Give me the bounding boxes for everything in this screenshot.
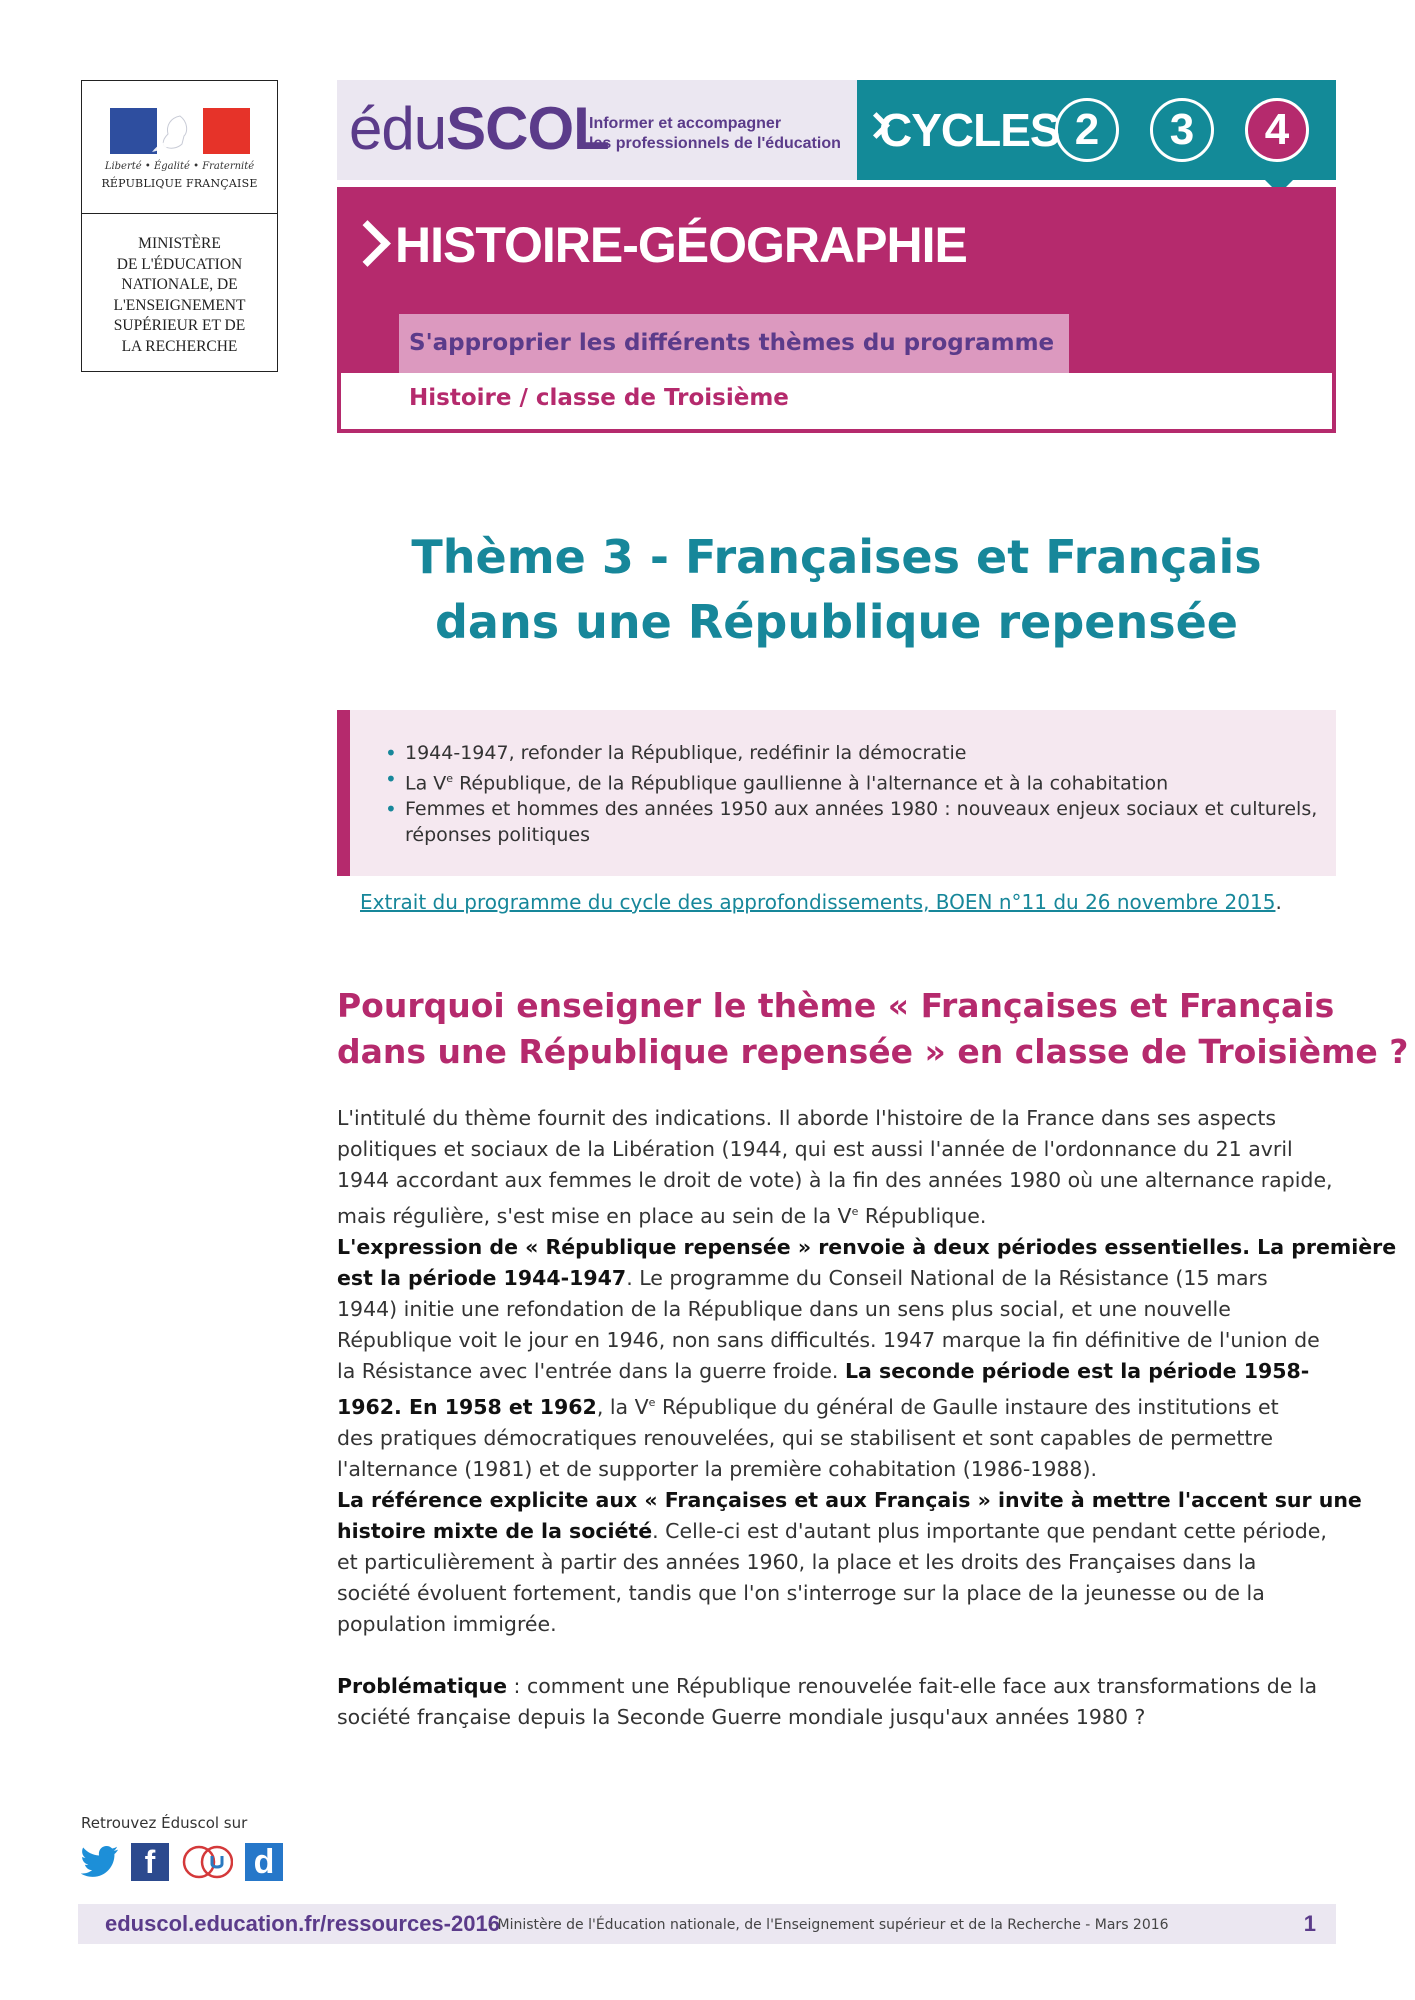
cycles-band xyxy=(857,80,1336,180)
social-links xyxy=(81,1843,283,1881)
subject-subtitle-box xyxy=(399,314,1069,374)
class-label-box xyxy=(337,373,1336,433)
program-item: • 1944-1947, refonder la République, redéfinir la démocratie xyxy=(385,740,1325,766)
subject-title: HISTOIRE-GÉOGRAPHIE xyxy=(395,217,967,273)
program-source-link[interactable]: Extrait du programme du cycle des approfondissements, BOEN n°11 du 26 novembre 2015 xyxy=(360,890,1276,914)
program-excerpt-box xyxy=(337,710,1336,876)
marianne-profile-icon xyxy=(146,112,198,154)
section-body xyxy=(337,1103,1397,1733)
eduscol-tagline: Informer et accompagner les professionnels de l'éducation xyxy=(589,115,841,152)
twitter-icon[interactable] xyxy=(81,1843,119,1881)
social-label: Retrouvez Éduscol sur xyxy=(81,1814,248,1832)
eduscol-header xyxy=(337,80,857,180)
canal-u-icon[interactable] xyxy=(181,1843,233,1881)
chevron-right-icon xyxy=(344,220,391,267)
ministry-logo-block xyxy=(81,80,278,372)
program-list xyxy=(385,740,1325,848)
republique-francaise-logo xyxy=(82,81,277,214)
program-source: Extrait du programme du cycle des approfondissements, BOEN n°11 du 26 novembre 2015. xyxy=(360,890,1282,914)
program-item: • Femmes et hommes des années 1950 aux années 1980 : nouveaux enjeux sociaux et culturels, réponses politiques xyxy=(385,796,1325,848)
paragraph-intro: L'intitulé du thème fournit des indications. Il aborde l'histoire de la France dans ses aspects politiques et sociaux de la Libération (1944, qui est aussi l'année de l'ordonnance du 21 avril 1944 accordant aux femmes le droit de vote) à la fin des années 1980 où une alternance rapide, mais régulière, s'est mise en place au sein de la Ve République. xyxy=(337,1106,1333,1228)
subject-banner xyxy=(337,187,1336,373)
cycle-4-badge-active: 4 xyxy=(1245,98,1309,162)
cycles-label: CYCLES xyxy=(879,104,1060,156)
footer-url[interactable]: eduscol.education.fr/ressources-2016 xyxy=(105,1911,500,1936)
republic-name: RÉPUBLIQUE FRANÇAISE xyxy=(101,177,258,190)
footer-credit: - Ministère de l'Éducation nationale, de l'Enseignement supérieur et de la Recherche - Mars 2016 xyxy=(488,1917,1169,1933)
republic-motto: Liberté • Égalité • Fraternité xyxy=(104,161,255,172)
paragraph-problematique: Problématique : comment une République renouvelée fait-elle face aux transformations de la société française depuis la Seconde Guerre mondiale jusqu'aux années 1980 ? xyxy=(337,1673,1318,1729)
program-item: • La Ve République, de la République gaullienne à l'alternance et à la cohabitation xyxy=(385,766,1325,796)
cycle-2-badge: 2 xyxy=(1055,98,1119,162)
ministry-name: MINISTÈRE DE L'ÉDUCATION NATIONALE, DE L'ENSEIGNEMENT SUPÉRIEUR ET DE LA RECHERCHE xyxy=(113,235,246,355)
marianne-flag-icon xyxy=(110,108,250,154)
cycle-3-badge: 3 xyxy=(1150,98,1214,162)
class-label: Histoire / classe de Troisième xyxy=(409,385,789,411)
section-heading: Pourquoi enseigner le thème « Françaises et Français dans une République repensée » en classe de Troisième ? xyxy=(337,986,1409,1071)
paragraph-periods: L'expression de « République repensée » renvoie à deux périodes essentielles. La première est la période 1944-1947. Le programme du Conseil National de la Résistance (15 mars 1944) initie une refondation de la République dans un sens plus social, et une nouvelle République voit le jour en 1946, non sans difficultés. 1947 marque la fin définitive de l'union de la Résistance avec l'entrée dans la guerre froide. La seconde période est la période 1958- 1962. En 1958 et 1962, la Ve République du général de Gaulle instaure des institutions et des pratiques démocratiques renouvelées, qui se stabilisent et sont capables de permettre l'alternance (1981) et de supporter la première cohabitation (1986-1988). xyxy=(337,1234,1397,1481)
theme-title: Thème 3 - Françaises et Français dans une République repensée xyxy=(411,530,1262,649)
page-footer xyxy=(78,1904,1336,1944)
dailymotion-icon[interactable]: d xyxy=(245,1843,283,1881)
subject-subtitle: S'approprier les différents thèmes du programme xyxy=(409,330,1055,356)
paragraph-society: La référence explicite aux « Françaises et aux Français » invite à mettre l'accent sur une histoire mixte de la société. Celle-ci est d'autant plus importante que pendant cette période, et particulièrement à partir des années 1960, la place et les droits des Françaises dans la société évoluent fortement, tandis que l'on s'interroge sur la place de la jeunesse ou de la population immigrée. xyxy=(337,1487,1362,1636)
facebook-icon[interactable]: f xyxy=(131,1843,169,1881)
eduscol-logo: éduSCOL xyxy=(349,95,609,162)
page-number: 1 xyxy=(1303,1911,1316,1936)
